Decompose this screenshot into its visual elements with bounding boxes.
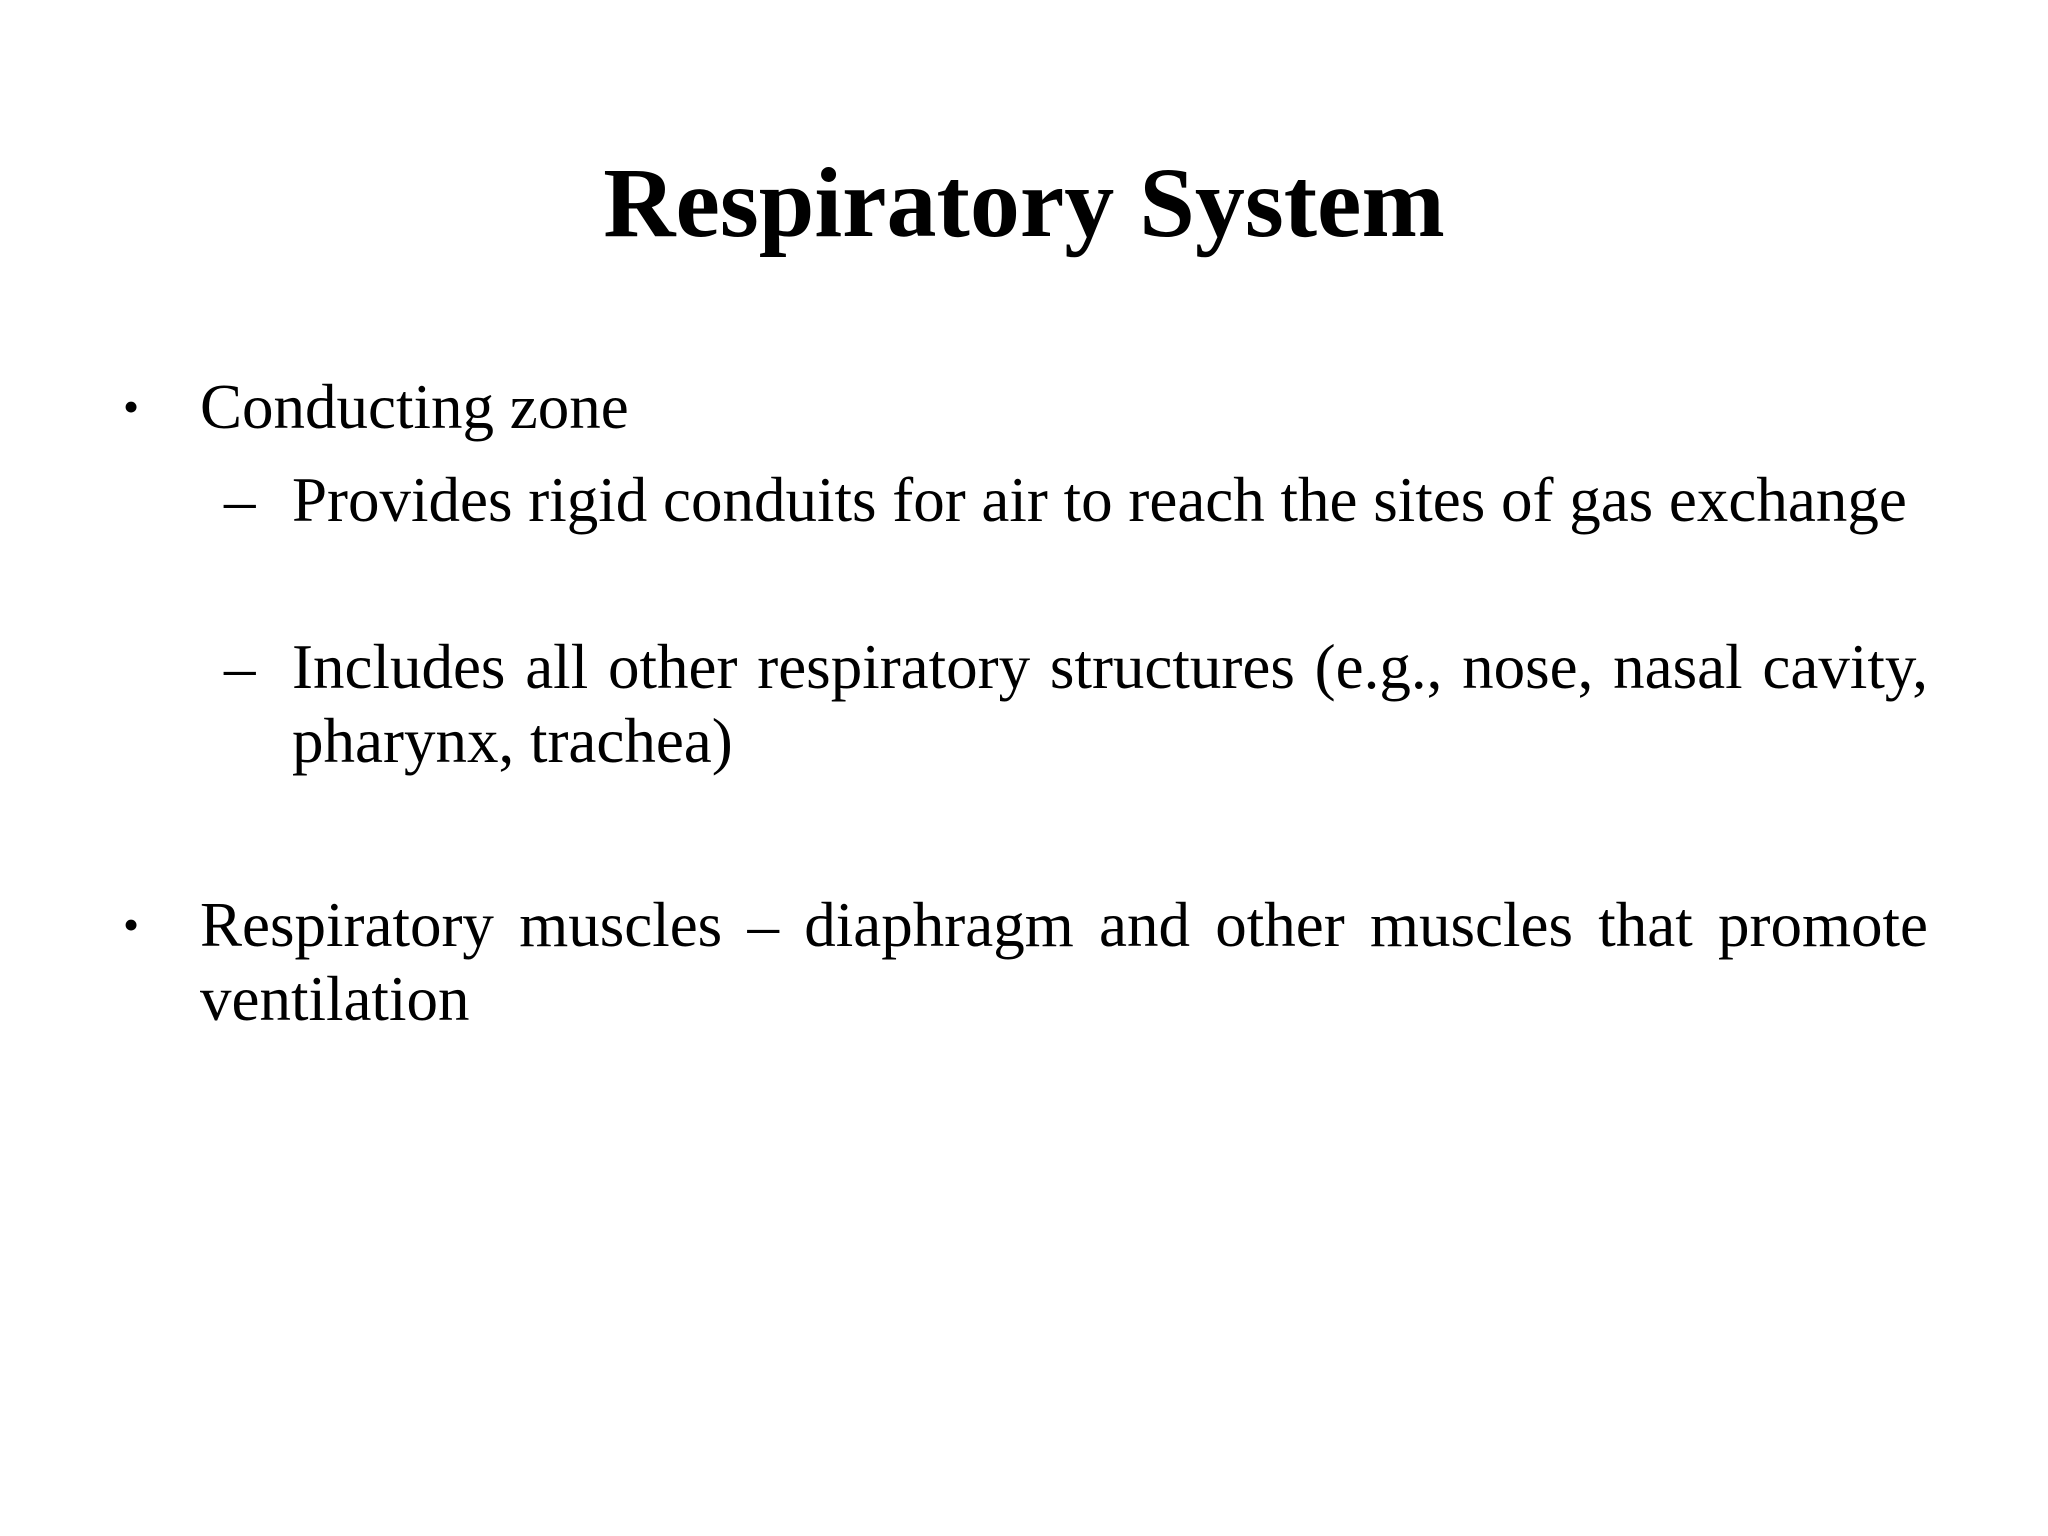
slide-title: Respiratory System <box>603 147 1445 258</box>
dash-icon: – <box>224 632 256 702</box>
bullet-icon: • <box>123 899 140 950</box>
sub-item-rigid-conduits <box>224 463 1928 537</box>
sub-item-text: Provides rigid conduits for air to reach the sites of gas exchange <box>292 465 1907 535</box>
bullet-item-conducting-zone <box>123 370 1928 444</box>
bullet-text: Conducting zone <box>200 372 629 442</box>
bullet-text: Respiratory muscles – diaphragm and other muscles that promote ventilation <box>200 890 1928 1034</box>
bullet-icon: • <box>123 381 140 432</box>
bullet-item-respiratory-muscles <box>123 888 1928 1036</box>
dash-icon: – <box>224 465 256 535</box>
sub-item-text: Includes all other respiratory structures (e.g., nose, nasal cavity, pharynx, trachea) <box>292 632 1928 776</box>
sub-item-other-structures <box>224 630 1928 778</box>
